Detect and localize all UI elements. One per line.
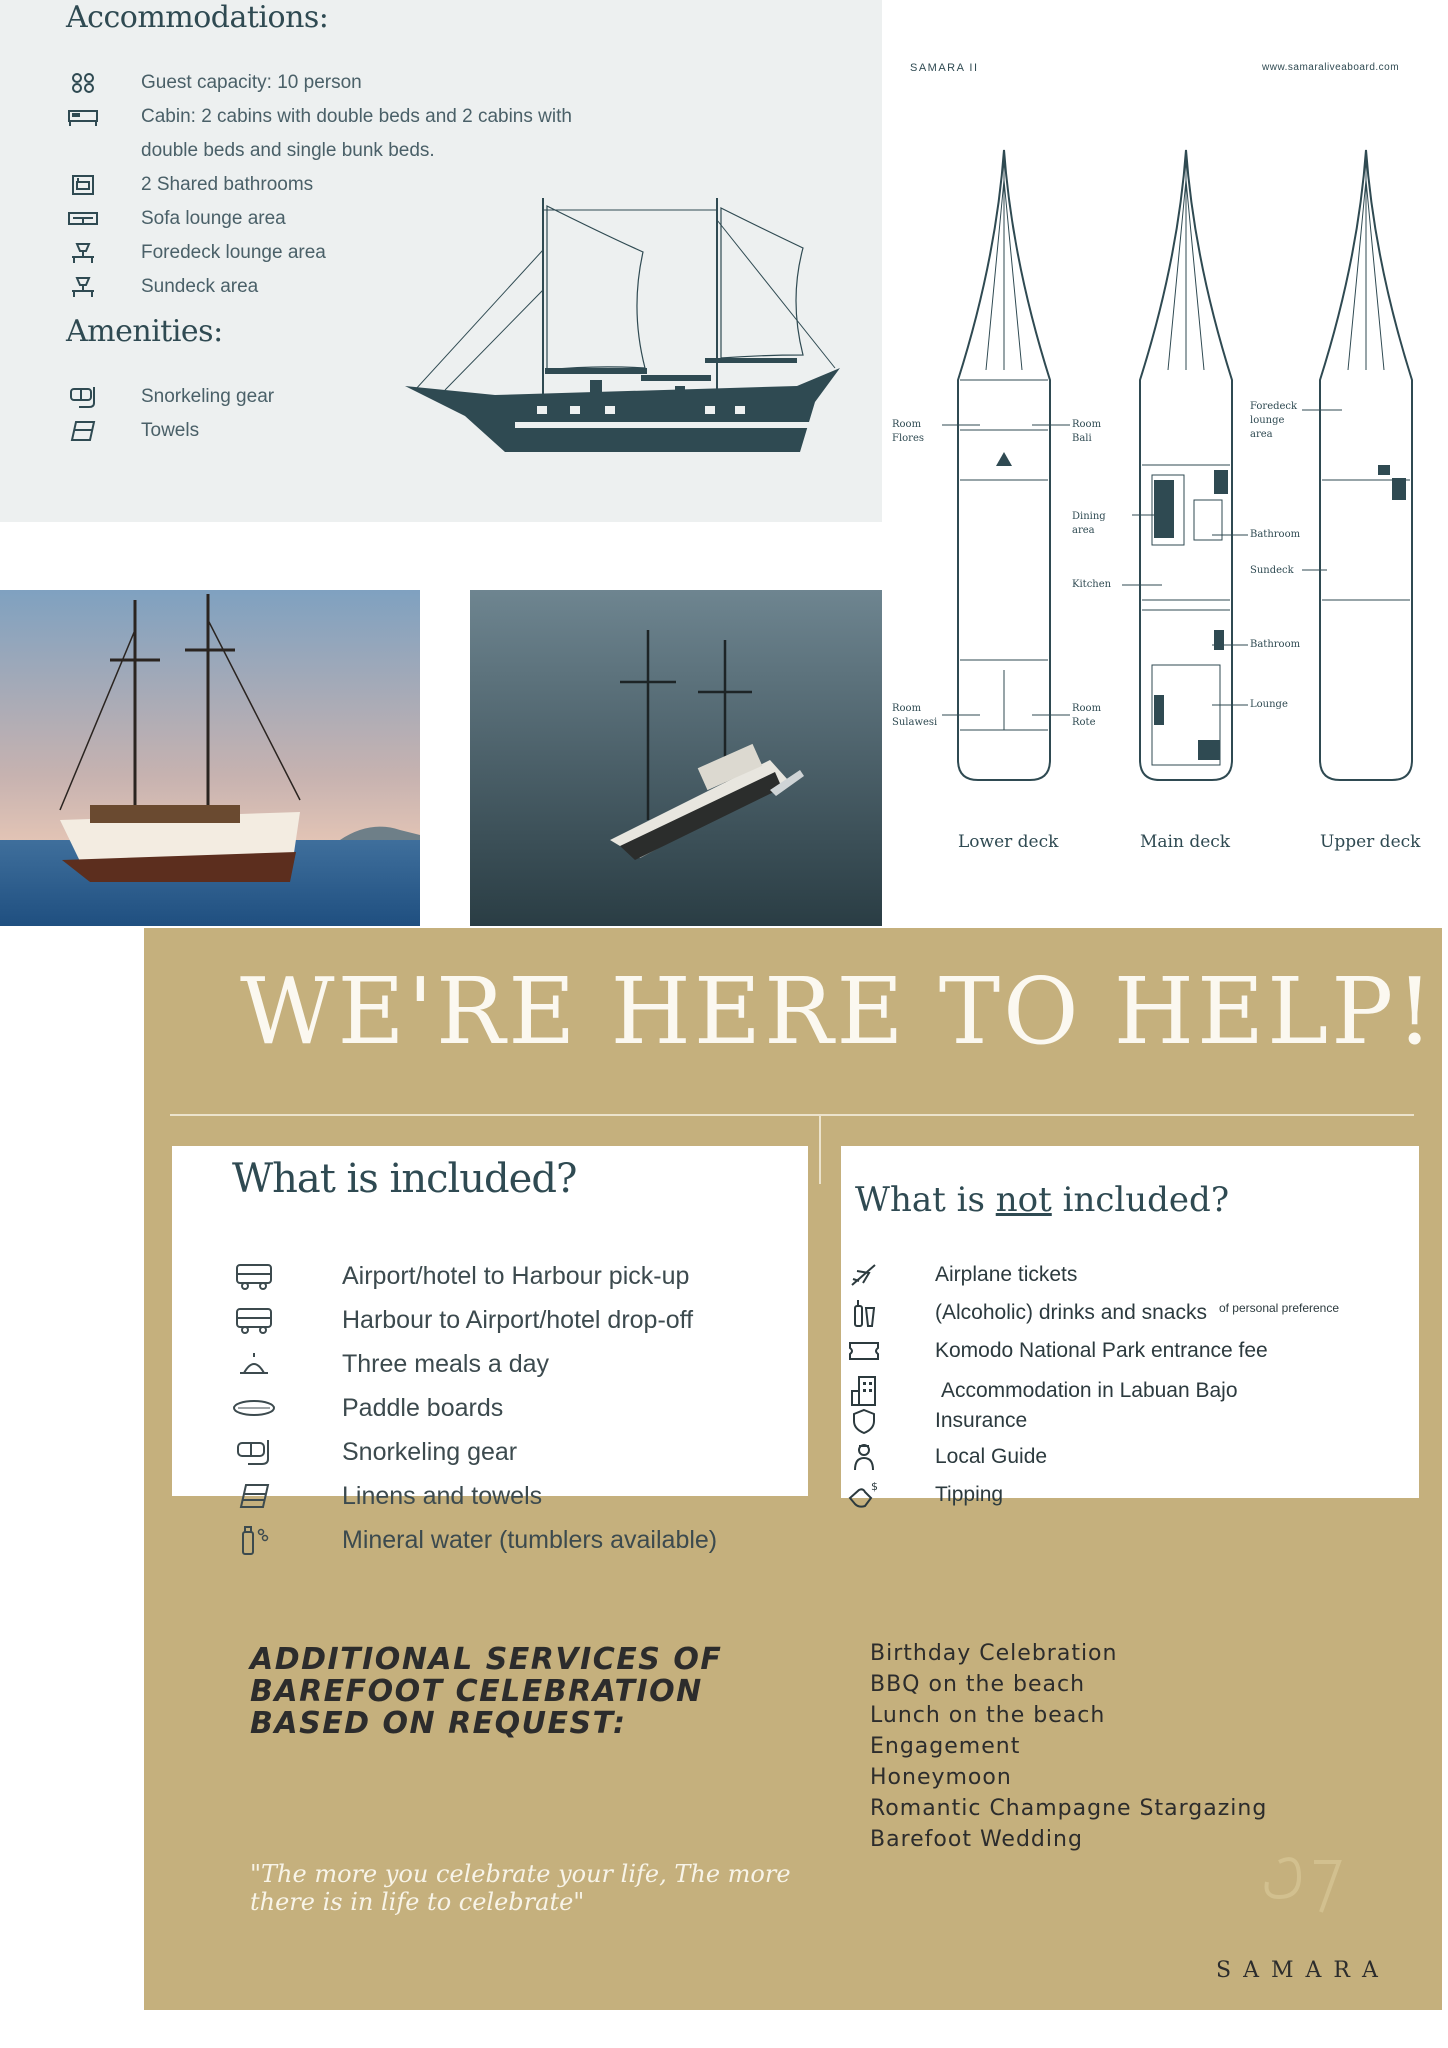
list-item <box>847 1260 1078 1290</box>
note-personal-preference: of personal preference <box>1218 1301 1340 1315</box>
boat-name: SAMARA II <box>910 62 979 74</box>
meal-icon <box>232 1348 276 1380</box>
guide-icon <box>847 1442 881 1472</box>
list-item: Barefoot Wedding <box>870 1827 1083 1852</box>
list-item: Engagement <box>870 1734 1021 1759</box>
bus-icon <box>232 1304 276 1336</box>
quote: "The more you celebrate your life, The more there is in life to celebrate" <box>250 1860 791 1916</box>
watermark-logo <box>1259 1852 1349 1922</box>
amenity-text: Snorkeling gear <box>141 386 275 407</box>
lounge-chair-icon <box>66 275 100 299</box>
towel-icon <box>232 1480 276 1512</box>
deck-plan-panel <box>882 0 1448 900</box>
tip-hand-icon <box>847 1480 881 1510</box>
list-item <box>847 1442 1048 1472</box>
label-lounge: Lounge <box>1250 699 1288 710</box>
deck-title-main: Main deck <box>1140 832 1231 852</box>
included-text: Three meals a day <box>342 1349 550 1378</box>
not-included-card <box>841 1146 1419 1506</box>
towel-icon <box>66 419 100 443</box>
label-room-sulawesi: Room Sulawesi <box>892 703 938 728</box>
amenity-towels <box>66 416 200 446</box>
ticket-icon <box>847 1336 881 1366</box>
feature-text: 2 Shared bathrooms <box>141 174 314 195</box>
list-item <box>232 1390 504 1426</box>
feature-text: Foredeck lounge area <box>141 242 326 263</box>
label-room-flores: Room Flores <box>892 419 924 444</box>
not-included-text: Insurance <box>935 1409 1028 1432</box>
not-included-title: What is not included? <box>855 1180 1230 1220</box>
deck-diagrams <box>882 140 1448 790</box>
people-icon <box>66 71 100 95</box>
accommodations-title: Accommodations: <box>66 0 329 35</box>
list-item <box>232 1478 543 1514</box>
list-item <box>232 1346 550 1382</box>
list-item: BBQ on the beach <box>870 1672 1086 1697</box>
feature-text: double beds and single bunk beds. <box>141 140 435 161</box>
feature-foredeck <box>66 238 326 268</box>
list-item: Lunch on the beach <box>870 1703 1106 1728</box>
divider-horizontal <box>170 1114 1414 1116</box>
amenity-snorkeling <box>66 382 275 412</box>
list-item <box>847 1336 1268 1366</box>
water-bottle-icon <box>232 1524 276 1556</box>
deck-title-upper: Upper deck <box>1320 832 1421 852</box>
divider-vertical <box>819 1114 821 1184</box>
deck-title-lower: Lower deck <box>958 832 1059 852</box>
bus-icon <box>232 1260 276 1292</box>
feature-bathrooms <box>66 170 314 200</box>
hotel-icon <box>847 1376 881 1406</box>
list-item <box>847 1298 1340 1328</box>
help-section <box>144 928 1442 2010</box>
amenity-text: Towels <box>141 420 200 441</box>
brand-logo: SAMARA <box>1216 1958 1390 1983</box>
not-included-text: Accommodation in Labuan Bajo <box>941 1379 1238 1402</box>
label-dining-area: Dining area <box>1072 511 1106 536</box>
feature-sofa <box>66 204 286 234</box>
label-bathroom-2: Bathroom <box>1250 639 1301 650</box>
label-bathroom-1: Bathroom <box>1250 529 1301 540</box>
bathroom-icon <box>66 173 100 197</box>
feature-text: Sofa lounge area <box>141 208 286 229</box>
airplane-icon <box>847 1260 881 1290</box>
list-item: Honeymoon <box>870 1765 1012 1790</box>
feature-guest-capacity <box>66 68 362 98</box>
not-included-text: Komodo National Park entrance fee <box>935 1339 1268 1362</box>
accommodations-panel <box>0 0 882 522</box>
label-room-bali: Room Bali <box>1072 419 1102 444</box>
feature-text: Guest capacity: 10 person <box>141 72 362 93</box>
list-item <box>232 1434 518 1470</box>
list-item: Birthday Celebration <box>870 1641 1118 1666</box>
list-item <box>847 1480 1004 1510</box>
label-room-rote: Room Rote <box>1072 703 1102 728</box>
label-kitchen: Kitchen <box>1072 579 1112 590</box>
ship-photo-sunset <box>0 590 420 926</box>
included-card <box>172 1146 808 1554</box>
included-text: Airport/hotel to Harbour pick-up <box>342 1261 690 1290</box>
bed-icon <box>66 105 100 129</box>
list-item <box>847 1406 1028 1436</box>
svg-text:$: $ <box>871 1480 878 1493</box>
feature-text: Sundeck area <box>141 276 259 297</box>
included-text: Mineral water (tumblers available) <box>342 1525 718 1554</box>
label-foredeck-lounge: Foredeck lounge area <box>1250 401 1298 440</box>
shield-icon <box>847 1406 881 1436</box>
snorkel-mask-icon <box>66 385 100 409</box>
snorkel-mask-icon <box>232 1436 276 1468</box>
label-sundeck: Sundeck <box>1250 565 1294 576</box>
services-heading: ADDITIONAL SERVICES OF BAREFOOT CELEBRATION BASED ON REQUEST: <box>250 1642 723 1741</box>
website: www.samaraliveaboard.com <box>1262 62 1400 73</box>
not-included-text: (Alcoholic) drinks and snacks $^{of personal preference}$ <box>935 1301 1340 1324</box>
included-title: What is included? <box>232 1156 577 1202</box>
list-item <box>232 1258 690 1294</box>
not-included-text: Tipping <box>935 1483 1004 1506</box>
feature-text: Cabin: 2 cabins with double beds and 2 cabins with <box>141 106 572 127</box>
feature-cabin <box>66 102 572 132</box>
included-text: Snorkeling gear <box>342 1437 518 1466</box>
amenities-title: Amenities: <box>66 314 223 349</box>
list-item <box>232 1302 694 1338</box>
list-item: Romantic Champagne Stargazing <box>870 1796 1268 1821</box>
feature-sundeck <box>66 272 259 302</box>
included-text: Linens and towels <box>342 1481 543 1510</box>
included-text: Paddle boards <box>342 1393 504 1422</box>
services-list <box>870 1638 1267 1855</box>
not-included-text: Airplane tickets <box>935 1263 1078 1286</box>
included-text: Harbour to Airport/hotel drop-off <box>342 1305 694 1334</box>
list-item <box>232 1522 718 1558</box>
ship-illustration <box>405 190 855 465</box>
drinks-icon <box>847 1298 881 1328</box>
sofa-icon <box>66 207 100 231</box>
help-title: WE'RE HERE TO HELP! <box>240 958 1437 1065</box>
ship-photo-aerial <box>470 590 882 926</box>
not-included-text: Local Guide <box>935 1445 1048 1468</box>
lounge-chair-icon <box>66 241 100 265</box>
paddle-board-icon <box>232 1392 276 1424</box>
list-item <box>847 1376 1238 1406</box>
